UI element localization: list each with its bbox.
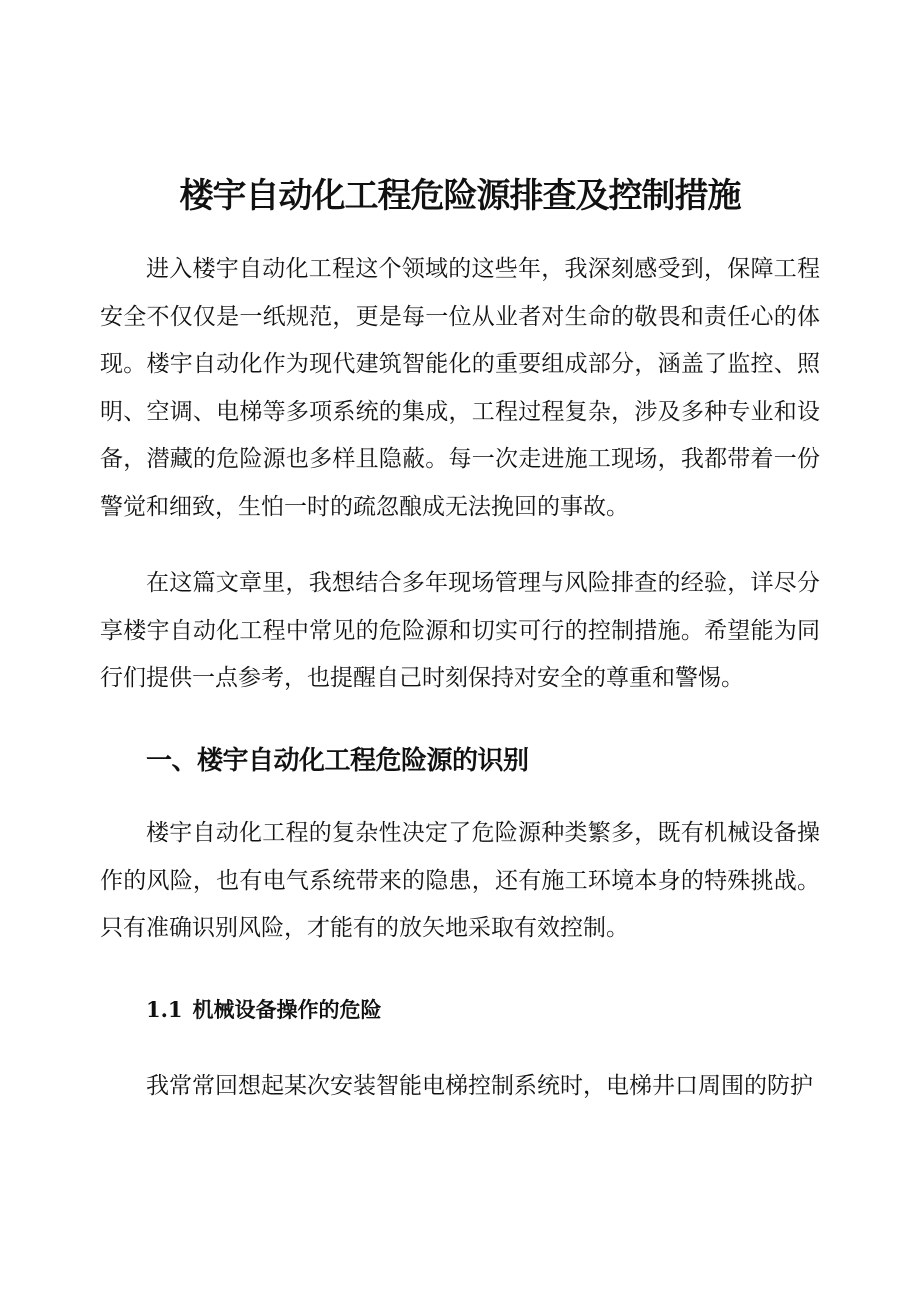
subsection-1-1-paragraph: 我常常回想起某次安装智能电梯控制系统时，电梯井口周围的防护 bbox=[146, 1073, 813, 1099]
document-title: 楼宇自动化工程危险源排查及控制措施 bbox=[179, 176, 741, 216]
section-1-heading: 一、楼宇自动化工程危险源的识别 bbox=[146, 746, 529, 776]
subsection-number: 1.1 bbox=[146, 997, 183, 1022]
subsection-1-1-heading bbox=[146, 990, 382, 1030]
intro-paragraph-2: 在这篇文章里，我想结合多年现场管理与风险排查的经验，详尽分享楼宇自动化工程中常见的危险源和切实可行的控制措施。希望能为同行们提供一点参考，也提醒自己时刻保持对安全的尊重和警惕。 bbox=[100, 570, 820, 691]
subsection-title: 机械设备操作的危险 bbox=[192, 998, 382, 1022]
intro-paragraph-1: 进入楼宇自动化工程这个领域的这些年，我深刻感受到，保障工程安全不仅仅是一纸规范，更是每一位从业者对生命的敬畏和责任心的体现。楼宇自动化作为现代建筑智能化的重要组成部分，涵盖了监控、照明、空调、电梯等多项系统的集成，工程过程复杂，涉及多种专业和设备，潜藏的危险源也多样且隐蔽。每一次走进施工现场，我都带着一份警觉和细致，生怕一时的疏忽酿成无法挽回的事故。 bbox=[100, 256, 820, 520]
section-1-paragraph: 楼宇自动化工程的复杂性决定了危险源种类繁多，既有机械设备操作的风险，也有电气系统带来的隐患，还有施工环境本身的特殊挑战。只有准确识别风险，才能有的放矢地采取有效控制。 bbox=[100, 820, 820, 941]
